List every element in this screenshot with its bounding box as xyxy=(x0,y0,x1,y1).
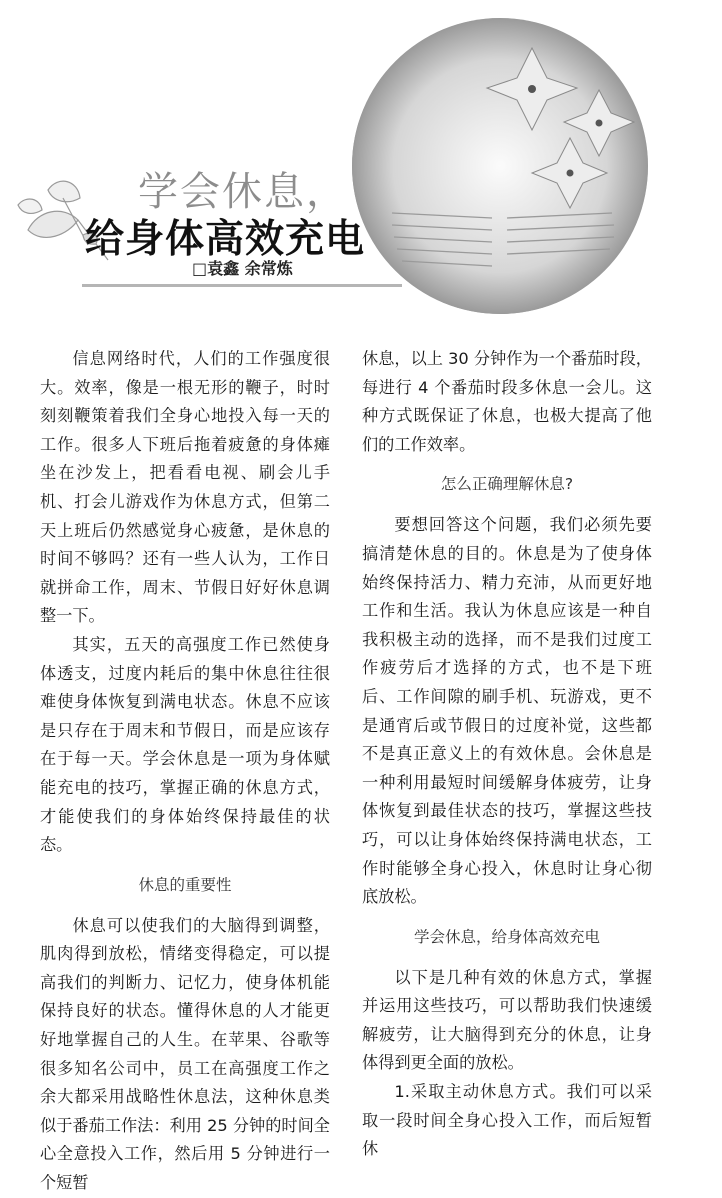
section-heading: 学会休息，给身体高效充电 xyxy=(413,927,600,946)
byline: □袁鑫 余常炼 xyxy=(192,259,293,278)
paragraph: 信息网络时代，人们的工作强度很大。效率，像是一根无形的鞭子，时时刻刻鞭策着我们全身心地投入每一天的工作。很多人下班后拖着疲惫的身体瘫坐在沙发上，把看看电视、刷会儿手机、打会儿游戏作为休息方式，但第二天上班后仍然感觉身心疲惫，是休息的时间不够吗？还有一些人认为，工作日就拼命工作，周末、节假日好好休息调整一下。 xyxy=(40,349,330,626)
paragraph: 休息，以上 30 分钟作为一个番茄时段，每进行 4 个番茄时段多休息一会儿。这种方式既保证了休息，也极大提高了他们的工作效率。 xyxy=(362,349,652,454)
section-heading: 怎么正确理解休息? xyxy=(440,475,574,494)
paragraph: 休息可以使我们的大脑得到调整，肌肉得到放松，情绪变得稳定，可以提高我们的判断力、记忆力，使身体机能保持良好的状态。懂得休息的人才能更好地掌握自己的人生。在苹果、谷歌等很多知名公司中，员工在高强度工作之余大都采用战略性休息法，这种休息类似于番茄工作法：利用 25 分钟的时间全心全意投入工作，然后用 5 分钟进行一个短暂 xyxy=(40,915,330,1193)
paragraph: 1.采取主动休息方式。我们可以采取一段时间全身心投入工作，而后短暂休 xyxy=(362,1082,652,1159)
title-line-2: 给身体高效充电 xyxy=(85,217,366,262)
paragraph: 其实，五天的高强度工作已然使身体透支，过度内耗后的集中休息往往很难使身体恢复到满电状态。休息不应该是只存在于周末和节假日，而是应该存在于每一天。学会休息是一项为身体赋能充电的技巧，掌握正确的休息方式，才能使我们的身体始终保持最佳的状态。 xyxy=(40,634,330,855)
title-underline xyxy=(82,284,402,287)
paragraph: 要想回答这个问题，我们必须先要搞清楚休息的目的。休息是为了使身体始终保持活力、精力充沛，从而更好地工作和生活。我认为休息应该是一种自我积极主动的选择，而不是我们过度工作疲劳后才选择的方式，也不是下班后、工作间隙的刷手机、玩游戏，更不是通宵后或节假日的过度补觉，这些都不是真正意义上的有效休息。会休息是一种利用最短时间缓解身体疲劳，让身体恢复到最佳状态的技巧，掌握这些技巧，可以让身体始终保持满电状态，工作时能够全身心投入，休息时让身心彻底放松。 xyxy=(362,515,652,907)
left-column xyxy=(40,345,330,1198)
photo-illustration xyxy=(352,18,648,314)
book-flowers-photo xyxy=(352,18,648,314)
paragraph: 以下是几种有效的休息方式，掌握并运用这些技巧，可以帮助我们快速缓解疲劳，让大脑得到充分的休息，让身体得到更全面的放松。 xyxy=(362,967,652,1073)
title-line-1: 学会休息， xyxy=(138,169,348,215)
right-column xyxy=(362,345,652,1164)
section-heading: 休息的重要性 xyxy=(138,875,232,894)
article-header xyxy=(0,0,722,320)
